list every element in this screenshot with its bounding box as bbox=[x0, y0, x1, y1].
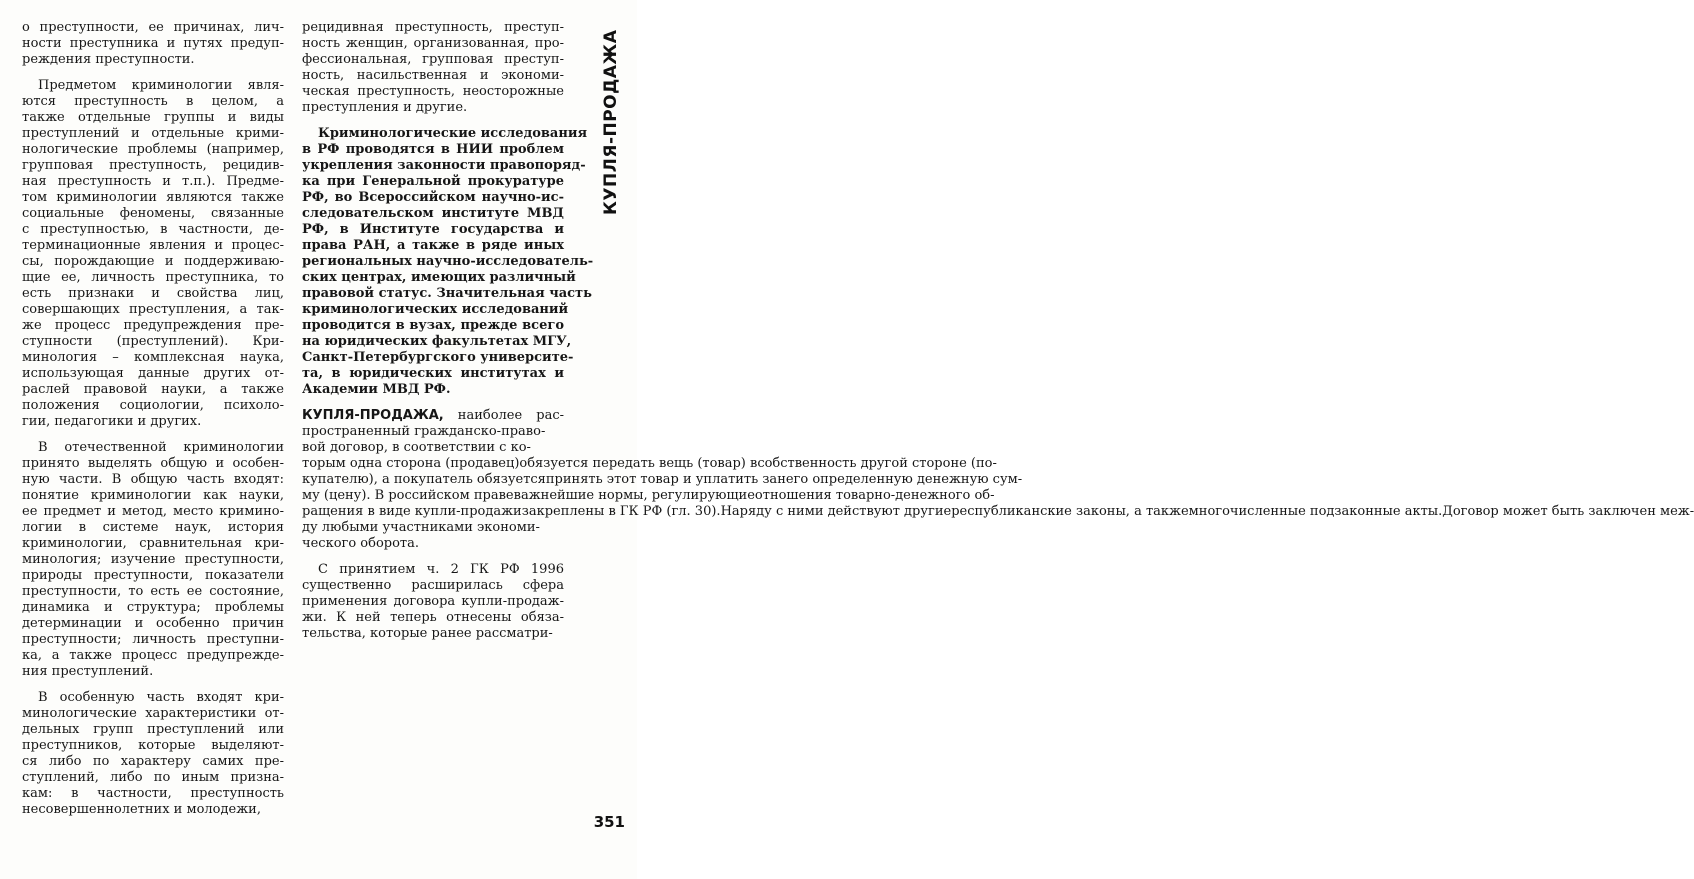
text-line: криминологических исследований bbox=[302, 302, 569, 317]
text-line: реждения преступности. bbox=[22, 52, 195, 67]
text-line: ная преступность и т.п.). Предме- bbox=[22, 174, 284, 189]
text-line: преступлений и отдельные крими- bbox=[22, 126, 284, 141]
text-line: ся либо по характеру самих пре- bbox=[22, 754, 284, 769]
text-line: важнейшие нормы, регулирующие bbox=[513, 488, 755, 503]
text-line: сы, порождающие и поддерживаю- bbox=[22, 254, 284, 269]
text-line: жи. К ней теперь отнесены обяза- bbox=[302, 610, 564, 625]
text-line: кам: в частности, преступность bbox=[22, 786, 284, 801]
text-line: него определенную денежную сум- bbox=[777, 472, 1023, 487]
paragraph bbox=[22, 20, 284, 68]
text-line: том криминологии являются также bbox=[22, 190, 284, 205]
paragraph bbox=[22, 78, 284, 430]
text-line: права РАН, а также в ряде иных bbox=[302, 238, 564, 253]
paragraph bbox=[302, 20, 564, 116]
text-line: укрепления законности правопоряд- bbox=[302, 158, 586, 173]
text-line: ступлений, либо по иным призна- bbox=[22, 770, 284, 785]
text-line: торым одна сторона (продавец) bbox=[302, 456, 520, 471]
text-line: му (цену). В российском праве bbox=[302, 488, 514, 503]
text-line: купателю), а покупатель обязуется bbox=[302, 472, 546, 487]
text-line: обязуется передать вещь (товар) в bbox=[519, 456, 758, 471]
text-line: ступности (преступлений). Кри- bbox=[22, 334, 284, 349]
text-line: Академии МВД РФ. bbox=[302, 382, 451, 397]
text-line: С принятием ч. 2 ГК РФ 1996 bbox=[318, 562, 564, 577]
text-line: РФ, во Всероссийском научно-ис- bbox=[302, 190, 564, 205]
text-line: В отечественной криминологии bbox=[38, 440, 284, 455]
text-line: следовательском институте МВД bbox=[302, 206, 564, 221]
text-line: региональных научно-исследователь- bbox=[302, 254, 594, 269]
text-line: криминологии, сравнительная кри- bbox=[22, 536, 284, 551]
entry-text: наиболее рас- bbox=[443, 408, 564, 423]
text-line: социальные феномены, связанные bbox=[22, 206, 284, 221]
text-line: отношения товарно-денежного об- bbox=[754, 488, 995, 503]
running-head: КУПЛЯ-ПРОДАЖА bbox=[601, 30, 621, 216]
text-line: есть признаки и свойства лиц, bbox=[22, 286, 284, 301]
text-line: совершающих преступления, а так- bbox=[22, 302, 284, 317]
text-line: собственность другой стороне (по- bbox=[757, 456, 997, 471]
text-line: применения договора купли-продаж- bbox=[302, 594, 564, 609]
text-line: тельства, которые ранее рассматри- bbox=[302, 626, 553, 641]
text-line: дельных групп преступлений или bbox=[22, 722, 284, 737]
text-line: терминационные явления и процес- bbox=[22, 238, 284, 253]
text-line: динамика и структура; проблемы bbox=[22, 600, 284, 615]
text-line: гии, педагогики и других. bbox=[22, 414, 202, 429]
text-line: РФ, в Институте государства и bbox=[302, 222, 564, 237]
text-line: же процесс предупреждения пре- bbox=[22, 318, 284, 333]
text-line: ность женщин, организованная, про- bbox=[302, 36, 564, 51]
text-line: использующая данные других от- bbox=[22, 366, 284, 381]
text-line: также отдельные группы и виды bbox=[22, 110, 284, 125]
text-line: природы преступности, показатели bbox=[22, 568, 284, 583]
text-line: минология – комплексная наука, bbox=[22, 350, 284, 365]
text-line: ских центрах, имеющих различный bbox=[302, 270, 576, 285]
text-line: правовой статус. Значительная часть bbox=[302, 286, 592, 301]
text-line: щие ее, личность преступника, то bbox=[22, 270, 284, 285]
text-line: минология; изучение преступности, bbox=[22, 552, 284, 567]
paragraph bbox=[302, 126, 594, 398]
text-line: положения социологии, психоло- bbox=[22, 398, 284, 413]
text-line: преступления и другие. bbox=[302, 100, 468, 115]
text-line: Договор может быть заключен меж- bbox=[1442, 504, 1694, 519]
text-line: закреплены в ГК РФ (гл. 30). bbox=[521, 504, 721, 519]
entry-headword: КУПЛЯ-ПРОДАЖА, bbox=[302, 408, 444, 423]
text-line: групповая преступность, рецидив- bbox=[22, 158, 284, 173]
text-line: ду любыми участниками экономи- bbox=[302, 520, 540, 535]
text-line: существенно расширилась сфера bbox=[302, 578, 564, 593]
text-line: детерминации и особенно причин bbox=[22, 616, 284, 631]
text-line: ности преступника и путях предуп- bbox=[22, 36, 284, 51]
text-line: минологические характеристики от- bbox=[22, 706, 284, 721]
text-line: понятие криминологии как науки, bbox=[22, 488, 284, 503]
paragraph bbox=[22, 690, 284, 818]
text-line: фессиональная, групповая преступ- bbox=[302, 52, 564, 67]
text-line: Санкт-Петербургского университе- bbox=[302, 350, 574, 365]
text-line: ее предмет и метод, место кримино- bbox=[22, 504, 284, 519]
left-column bbox=[22, 20, 284, 820]
text-line: ческая преступность, неосторожные bbox=[302, 84, 564, 99]
text-line: проводится в вузах, прежде всего bbox=[302, 318, 564, 333]
text-line: В особенную часть входят кри- bbox=[38, 690, 284, 705]
text-line: рецидивная преступность, преступ- bbox=[302, 20, 564, 35]
text-line: в РФ проводятся в НИИ проблем bbox=[302, 142, 564, 157]
text-line: ются преступность в целом, а bbox=[22, 94, 284, 109]
text-line: нологические проблемы (например, bbox=[22, 142, 284, 157]
text-line: о преступности, ее причинах, лич- bbox=[22, 20, 284, 35]
text-line: раслей правовой науки, а также bbox=[22, 382, 284, 397]
text-line: Предметом криминологии явля- bbox=[38, 78, 284, 93]
text-line: Наряду с ними действуют другие bbox=[720, 504, 952, 519]
text-line: принять этот товар и уплатить за bbox=[545, 472, 778, 487]
text-line: ную части. В общую часть входят: bbox=[22, 472, 284, 487]
right-column bbox=[302, 20, 1694, 644]
text-line: многочисленные подзаконные акты. bbox=[1188, 504, 1443, 519]
paragraph bbox=[22, 440, 284, 680]
text-line: пространенный гражданско-право- bbox=[302, 424, 546, 439]
text-line: ка при Генеральной прокуратуре bbox=[302, 174, 564, 189]
text-line: логии в системе наук, история bbox=[22, 520, 284, 535]
text-line: вой договор, в соответствии с ко- bbox=[302, 440, 531, 455]
text-line: принято выделять общую и особен- bbox=[22, 456, 284, 471]
text-line: ность, насильственная и экономи- bbox=[302, 68, 564, 83]
text-line: республиканские законы, а также bbox=[951, 504, 1189, 519]
text-line: Криминологические исследования bbox=[318, 126, 588, 141]
text-line: ращения в виде купли-продажи bbox=[302, 504, 522, 519]
text-line: преступности; личность преступни- bbox=[22, 632, 284, 647]
text-line: на юридических факультетах МГУ, bbox=[302, 334, 572, 349]
text-line: ческого оборота. bbox=[302, 536, 419, 551]
text-line: несовершеннолетних и молодежи, bbox=[22, 802, 261, 817]
dictionary-entry bbox=[302, 408, 1694, 552]
text-line: с преступностью, в частности, де- bbox=[22, 222, 284, 237]
text-line: преступников, которые выделяют- bbox=[22, 738, 284, 753]
text-line: ния преступлений. bbox=[22, 664, 154, 679]
paragraph bbox=[302, 562, 564, 642]
page-number: 351 bbox=[593, 813, 625, 831]
text-line: ка, а также процесс предупрежде- bbox=[22, 648, 284, 663]
text-line: преступности, то есть ее состояние, bbox=[22, 584, 284, 599]
text-line: та, в юридических институтах и bbox=[302, 366, 564, 381]
